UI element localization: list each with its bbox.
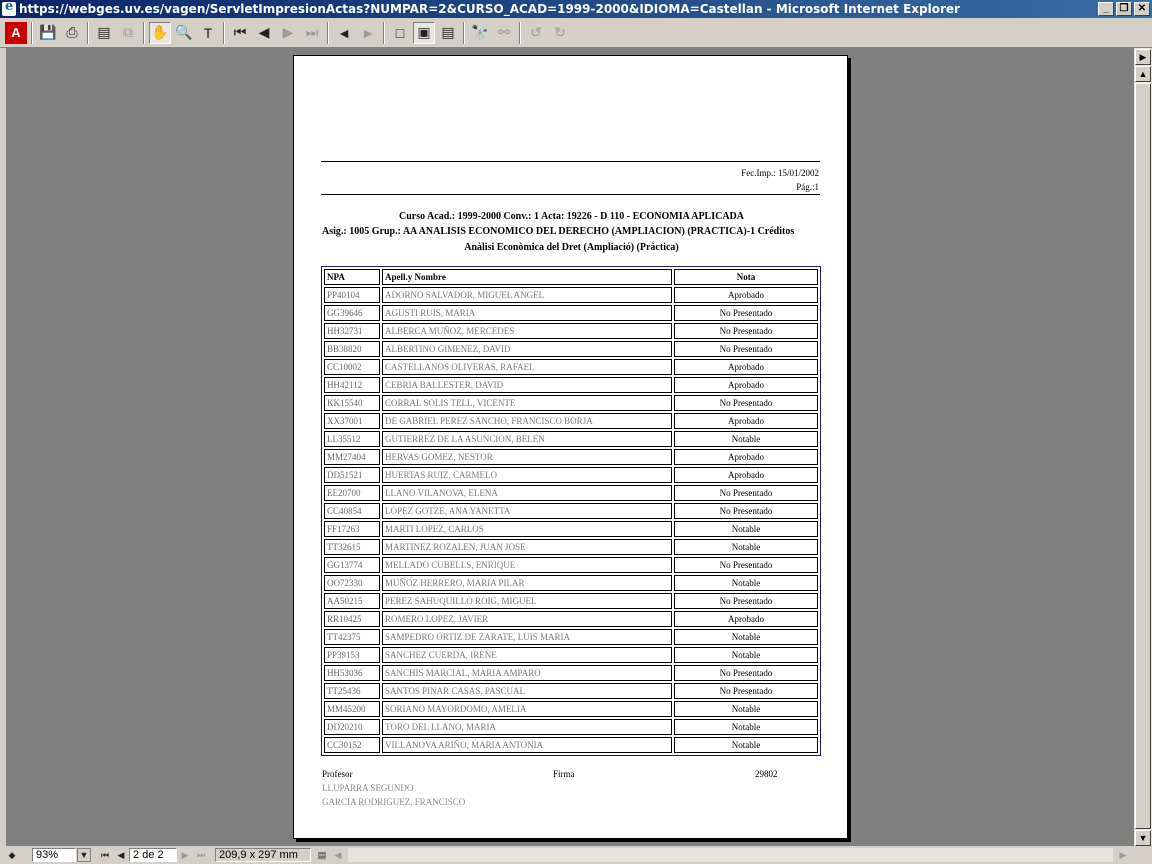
row-npa: PP40104 xyxy=(324,287,380,303)
scroll-up-icon[interactable]: ▲ xyxy=(1135,66,1151,82)
table-row xyxy=(324,323,818,339)
course-line: Curso Acad.: 1999-2000 Conv.: 1 Acta: 19226 - D 110 - ECONOMIA APLICADA xyxy=(399,211,744,222)
fit-width-icon[interactable]: ▤ xyxy=(441,24,455,40)
grades-table xyxy=(321,266,821,756)
search-icon[interactable]: ⚯ xyxy=(498,24,510,40)
print-icon[interactable]: ⎙ xyxy=(66,24,78,40)
table-row xyxy=(324,719,818,735)
table-row xyxy=(324,611,818,627)
row-nota: Aprobado xyxy=(674,449,818,465)
row-nota: Notable xyxy=(674,701,818,717)
row-nota: Aprobado xyxy=(674,359,818,375)
toolbar-separator xyxy=(383,22,385,44)
table-row xyxy=(324,431,818,447)
row-npa: TT25436 xyxy=(324,683,380,699)
row-nota: No Presentado xyxy=(674,323,818,339)
subject-translation: Anàlisi Econòmica del Dret (Ampliació) (Pràctica) xyxy=(464,242,679,253)
table-row xyxy=(324,341,818,357)
row-nombre: MUÑOZ HERRERO, MARIA PILAR xyxy=(382,575,672,591)
row-npa: CC40854 xyxy=(324,503,380,519)
row-npa: GG13774 xyxy=(324,557,380,573)
horizontal-scrollbar-track[interactable] xyxy=(348,848,1113,862)
row-npa: CC10002 xyxy=(324,359,380,375)
table-row xyxy=(324,737,818,753)
toolbar-separator xyxy=(143,22,145,44)
table-row xyxy=(324,557,818,573)
page-layout-icon[interactable]: ▤ xyxy=(317,849,327,860)
table-row xyxy=(324,467,818,483)
table-row xyxy=(324,287,818,303)
table-row xyxy=(324,647,818,663)
row-npa: MM27404 xyxy=(324,449,380,465)
row-nombre: ALBERCA MUÑOZ, MERCEDES xyxy=(382,323,672,339)
row-npa: HH32731 xyxy=(324,323,380,339)
bookmarks-icon[interactable]: ▤ xyxy=(97,24,111,40)
header-rule-bottom xyxy=(321,194,820,195)
row-npa: FF17263 xyxy=(324,521,380,537)
row-nota: No Presentado xyxy=(674,683,818,699)
text-select-icon[interactable]: T xyxy=(203,24,213,41)
status-bar xyxy=(0,846,1152,864)
window-controls xyxy=(1098,2,1150,16)
row-nombre: CASTELLANOS OLIVERAS, RAFAEL xyxy=(382,359,672,375)
row-nota: Aprobado xyxy=(674,611,818,627)
table-row xyxy=(324,395,818,411)
table-row xyxy=(324,377,818,393)
row-nombre: DE GABRIEL PEREZ SANCHO, FRANCISCO BORJA xyxy=(382,413,672,429)
row-npa: HH53036 xyxy=(324,665,380,681)
page-next-arrow-icon[interactable]: ▶ xyxy=(1135,49,1151,65)
table-row xyxy=(324,413,818,429)
row-nombre: TORO DEL LLANO, MARIA xyxy=(382,719,672,735)
zoom-icon[interactable]: 🔍 xyxy=(175,24,193,40)
table-row xyxy=(324,629,818,645)
row-nota: Notable xyxy=(674,719,818,735)
close-button[interactable]: ✕ xyxy=(1134,2,1150,16)
table-row xyxy=(324,359,818,375)
row-nota: No Presentado xyxy=(674,485,818,501)
row-nombre: VILLANOVA ARIÑO, MARIA ANTONIA xyxy=(382,737,672,753)
table-row xyxy=(324,701,818,717)
status-next-page-icon[interactable]: ▶ xyxy=(181,849,189,860)
first-page-icon[interactable]: ⏮ xyxy=(233,24,247,40)
page-indicator[interactable]: 2 de 2 xyxy=(129,848,177,862)
pdf-page xyxy=(293,55,848,839)
row-npa: PP39153 xyxy=(324,647,380,663)
row-nombre: SANCHEZ CUERDA, IRENE xyxy=(382,647,672,663)
row-nombre: LLANO VILANOVA, ELENA xyxy=(382,485,672,501)
page-number: Pág.:1 xyxy=(796,182,819,192)
acrobat-icon[interactable]: A xyxy=(5,22,27,44)
zoom-field[interactable]: 93% xyxy=(32,848,76,862)
col-nota: Nota xyxy=(674,269,818,285)
row-nombre: AGUSTI RUIS, MARIA xyxy=(382,305,672,321)
toolbar-separator xyxy=(463,22,465,44)
row-nombre: ROMERO LOPEZ, JAVIER xyxy=(382,611,672,627)
row-npa: EE20700 xyxy=(324,485,380,501)
row-nombre: SAMPEDRO ORTIZ DE ZARATE, LUIS MARIA xyxy=(382,629,672,645)
footer-professor-name-2: GARCIA RODRIGUEZ, FRANCISCO xyxy=(322,797,466,807)
table-row xyxy=(324,575,818,591)
prev-page-icon[interactable]: ◀ xyxy=(258,24,270,40)
split-pane-icon[interactable]: ◆ xyxy=(8,849,16,860)
row-nota: Notable xyxy=(674,647,818,663)
row-npa: TT32615 xyxy=(324,539,380,555)
row-nota: Aprobado xyxy=(674,287,818,303)
row-nota: Notable xyxy=(674,737,818,753)
maximize-button[interactable]: ❐ xyxy=(1116,2,1132,16)
row-nombre: SORIANO MAYORDOMO, AMELIA xyxy=(382,701,672,717)
row-nombre: MELLADO CUBELLS, ENRIQUE xyxy=(382,557,672,573)
scrollbar-thumb[interactable] xyxy=(1135,83,1151,829)
zoom-dropdown-icon[interactable]: ▼ xyxy=(77,848,91,862)
footer-profesor: Profesor xyxy=(322,769,353,779)
row-npa: DD51521 xyxy=(324,467,380,483)
hscroll-right-icon[interactable]: ▶ xyxy=(1119,849,1127,860)
row-nota: No Presentado xyxy=(674,593,818,609)
row-nombre: PEREZ SAHUQUILLO ROIG, MIGUEL xyxy=(382,593,672,609)
print-date: Fec.Imp.: 15/01/2002 xyxy=(741,168,819,178)
row-nombre: MARTINEZ ROZALEN, JUAN JOSE xyxy=(382,539,672,555)
row-nombre: MARTI LOPEZ, CARLOS xyxy=(382,521,672,537)
col-nombre: Apell.y Nombre xyxy=(382,269,672,285)
row-nota: Notable xyxy=(674,521,818,537)
status-prev-page-icon[interactable]: ◀ xyxy=(117,849,125,860)
row-nombre: SANCHIS MARCIAL, MARIA AMPARO xyxy=(382,665,672,681)
row-npa: MM45200 xyxy=(324,701,380,717)
footer-code: 29802 xyxy=(755,769,778,779)
table-row xyxy=(324,665,818,681)
row-npa: RR10425 xyxy=(324,611,380,627)
row-nombre: LOPEZ GOTZE, ANA YANETTA xyxy=(382,503,672,519)
row-nombre: SANTOS PINAR CASAS, PASCUAL xyxy=(382,683,672,699)
find-icon[interactable]: 🔭 xyxy=(471,24,489,40)
col-npa: NPA xyxy=(324,269,380,285)
header-rule-top xyxy=(321,161,820,162)
row-nota: No Presentado xyxy=(674,557,818,573)
row-npa: DD20210 xyxy=(324,719,380,735)
window-title: https://webges.uv.es/vagen/ServletImpresionActas?NUMPAR=2&CURSO_ACAD=1999-2000&IDIOMA=Castellan - Microsoft Internet Explorer xyxy=(19,2,960,16)
footer-firma: Firma xyxy=(553,769,575,779)
fit-page-icon[interactable]: ▣ xyxy=(413,22,435,44)
subject-line: Asig.: 1005 Grup.: AA ANALISIS ECONOMICO DEL DERECHO (AMPLIACION) (PRACTICA)-1 Créditos xyxy=(322,226,795,237)
table-header-row xyxy=(324,269,818,285)
footer-professor-name-1: LLUPARRA SEGUNDO xyxy=(322,783,414,793)
table-row xyxy=(324,449,818,465)
row-nota: Notable xyxy=(674,629,818,645)
row-nota: Aprobado xyxy=(674,467,818,483)
table-row xyxy=(324,539,818,555)
row-npa: XX37001 xyxy=(324,413,380,429)
go-back-icon[interactable]: ◄ xyxy=(337,24,351,41)
row-npa: KK15540 xyxy=(324,395,380,411)
toolbar-separator xyxy=(519,22,521,44)
table-row xyxy=(324,305,818,321)
row-nombre: ADORNO SALVADOR, MIGUEL ANGEL xyxy=(382,287,672,303)
acrobat-toolbar xyxy=(0,18,1152,48)
row-nota: Aprobado xyxy=(674,377,818,393)
table-row xyxy=(324,683,818,699)
table-row xyxy=(324,521,818,537)
scroll-down-icon[interactable]: ▼ xyxy=(1135,830,1151,846)
row-nota: Aprobado xyxy=(674,413,818,429)
row-nota: No Presentado xyxy=(674,305,818,321)
row-nota: No Presentado xyxy=(674,395,818,411)
ie-icon xyxy=(2,2,16,16)
row-nota: Notable xyxy=(674,575,818,591)
row-nota: No Presentado xyxy=(674,665,818,681)
copy-icon[interactable]: ⧉ xyxy=(123,24,133,40)
status-last-page-icon[interactable]: ⏭ xyxy=(196,849,206,860)
row-npa: HH42112 xyxy=(324,377,380,393)
grades-body xyxy=(324,287,818,753)
page-size: 209,9 x 297 mm xyxy=(215,848,311,862)
last-page-icon[interactable]: ⏭ xyxy=(305,24,319,40)
row-nota: Notable xyxy=(674,431,818,447)
hscroll-left-icon[interactable]: ◀ xyxy=(334,849,342,860)
row-nombre: CORRAL SOLIS TELL, VICENTE xyxy=(382,395,672,411)
row-npa: AA50215 xyxy=(324,593,380,609)
rotate-right-icon[interactable]: ↻ xyxy=(554,24,566,40)
row-nombre: ALBERTINO GIMENEZ, DAVID xyxy=(382,341,672,357)
row-npa: CC30152 xyxy=(324,737,380,753)
actual-size-icon[interactable]: □ xyxy=(395,24,405,41)
table-row xyxy=(324,485,818,501)
window-title-bar xyxy=(0,0,1152,18)
row-npa: LL35512 xyxy=(324,431,380,447)
row-npa: OO72330 xyxy=(324,575,380,591)
toolbar-separator xyxy=(87,22,89,44)
rotate-left-icon[interactable]: ↺ xyxy=(530,24,542,40)
save-icon[interactable]: 💾 xyxy=(39,24,57,40)
row-npa: TT42375 xyxy=(324,629,380,645)
vertical-scrollbar[interactable] xyxy=(1134,48,1152,846)
row-nombre: CEBRIA BALLESTER, DAVID xyxy=(382,377,672,393)
row-nombre: HERVAS GOMEZ, NESTOR xyxy=(382,449,672,465)
hand-icon[interactable]: ✋ xyxy=(149,22,171,44)
minimize-button[interactable]: _ xyxy=(1098,2,1114,16)
row-nota: No Presentado xyxy=(674,503,818,519)
row-nombre: HUERTAS RUIZ, CARMELO xyxy=(382,467,672,483)
next-page-icon[interactable]: ▶ xyxy=(282,24,294,40)
go-forward-icon[interactable]: ► xyxy=(361,24,375,41)
row-nombre: GUTIERREZ DE LA ASUNCION, BELEN xyxy=(382,431,672,447)
row-npa: BB38820 xyxy=(324,341,380,357)
status-first-page-icon[interactable]: ⏮ xyxy=(100,849,110,860)
toolbar-separator xyxy=(31,22,33,44)
toolbar-separator xyxy=(327,22,329,44)
table-row xyxy=(324,593,818,609)
row-nota: No Presentado xyxy=(674,341,818,357)
toolbar-separator xyxy=(223,22,225,44)
row-npa: GG39646 xyxy=(324,305,380,321)
table-row xyxy=(324,503,818,519)
row-nota: Notable xyxy=(674,539,818,555)
